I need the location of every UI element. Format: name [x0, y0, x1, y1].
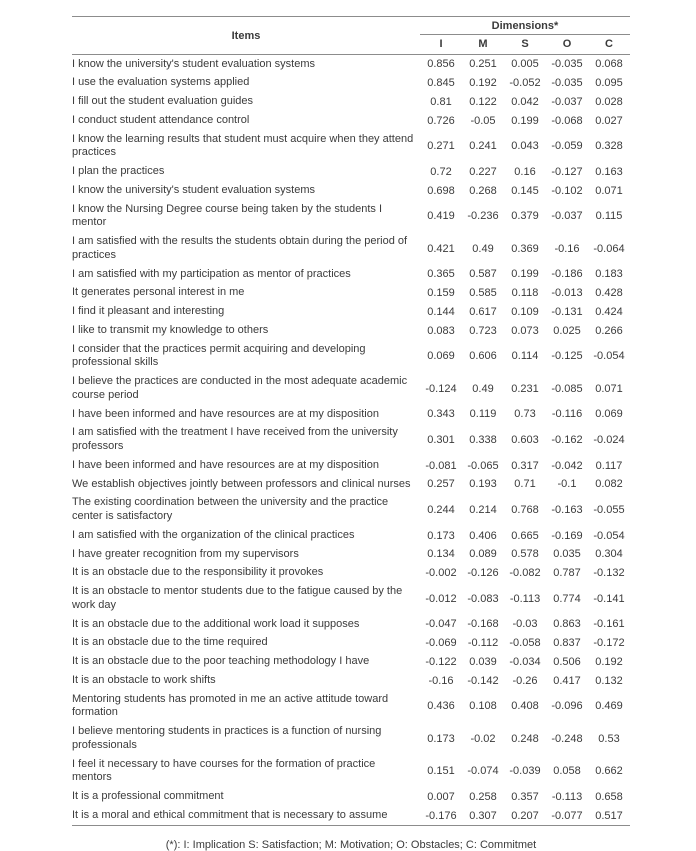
- table-row: [72, 93, 630, 112]
- loading-value-cell: -0.122: [425, 655, 457, 668]
- loading-value-cell: 0.365: [427, 268, 455, 281]
- loading-value-cell: 0.115: [595, 210, 623, 223]
- loading-value-cell: 0.231: [511, 382, 539, 395]
- loading-value-cell: -0.126: [467, 567, 499, 580]
- table-row: [72, 405, 630, 424]
- loading-value-cell: 0.199: [511, 268, 539, 281]
- loading-value-cell: -0.034: [509, 655, 541, 668]
- loading-value-cell: -0.064: [593, 242, 625, 255]
- table-row: [72, 424, 630, 457]
- table-row: [72, 74, 630, 93]
- loading-value-cell: 0.144: [427, 305, 455, 318]
- table-row: [72, 130, 630, 163]
- loading-value-cell: 0.408: [511, 700, 539, 713]
- item-label: It is an obstacle to work shifts: [72, 673, 216, 686]
- item-label: I feel it necessary to have courses for the formation of practice mentors: [72, 757, 376, 784]
- item-label: It is an obstacle due to the poor teaching methodology I have: [72, 655, 370, 667]
- loading-value-cell: 0.419: [427, 210, 455, 223]
- table-row: [72, 494, 630, 527]
- loading-value-cell: 0.81: [430, 95, 452, 108]
- item-label: It generates personal interest in me: [72, 286, 245, 299]
- loading-value-cell: -0.142: [467, 674, 499, 687]
- loading-value-cell: 0.768: [511, 504, 539, 516]
- table-row: [72, 321, 630, 340]
- item-label: It is an obstacle due to the additional work load it supposes: [72, 617, 360, 630]
- loading-value-cell: 0.257: [427, 478, 455, 491]
- loading-value-cell: -0.112: [467, 637, 499, 650]
- loading-value-cell: 0.251: [469, 58, 497, 71]
- loading-value-cell: 0.266: [595, 324, 623, 337]
- loading-value-cell: -0.132: [593, 567, 625, 580]
- loading-value-cell: 0.578: [511, 548, 539, 561]
- loading-value-cell: 0.248: [511, 732, 539, 745]
- loading-value-cell: -0.037: [551, 210, 583, 223]
- loading-value-cell: 0.369: [511, 242, 539, 255]
- loading-value-cell: -0.012: [425, 592, 457, 605]
- loading-value-cell: 0.469: [595, 700, 623, 713]
- loading-value-cell: 0.244: [427, 504, 455, 516]
- item-label: I fill out the student evaluation guides: [72, 95, 254, 107]
- loading-value-cell: 0.304: [595, 548, 623, 561]
- loading-value-cell: 0.028: [595, 95, 623, 108]
- loading-value-cell: 0.214: [469, 504, 497, 516]
- loading-value-cell: 0.726: [427, 114, 455, 127]
- loading-value-cell: 0.863: [553, 618, 581, 631]
- table-row: [72, 583, 630, 616]
- loading-value-cell: -0.16: [428, 674, 454, 687]
- loading-value-cell: -0.02: [470, 732, 496, 745]
- table-row: [72, 181, 630, 200]
- loading-value-cell: -0.161: [593, 618, 625, 631]
- loading-value-cell: -0.096: [551, 700, 583, 713]
- loading-value-cell: 0.585: [469, 287, 497, 300]
- table-row: [72, 340, 630, 373]
- loading-value-cell: -0.002: [425, 567, 457, 580]
- loading-value-cell: -0.059: [551, 140, 583, 153]
- column-header-obstacles: O: [546, 35, 588, 55]
- loading-value-cell: 0.007: [427, 790, 455, 803]
- loading-value-cell: 0.132: [595, 674, 623, 687]
- loading-value-cell: 0.173: [427, 529, 455, 542]
- loading-value-cell: -0.037: [551, 95, 583, 108]
- loading-value-cell: 0.417: [553, 674, 581, 687]
- loading-value-cell: 0.069: [595, 408, 623, 421]
- loading-value-cell: -0.163: [551, 504, 583, 516]
- table-row: [72, 303, 630, 322]
- loading-value-cell: 0.227: [469, 165, 497, 178]
- loading-value-cell: -0.039: [509, 765, 541, 778]
- loading-value-cell: -0.26: [512, 674, 538, 687]
- item-label: I conduct student attendance control: [72, 113, 250, 126]
- loading-value-cell: 0.338: [469, 434, 497, 446]
- item-label: I use the evaluation systems applied: [72, 76, 250, 89]
- table-row: [72, 284, 630, 303]
- loading-value-cell: 0.042: [511, 95, 539, 108]
- table-row: [72, 545, 630, 564]
- loading-value-cell: 0.163: [595, 165, 623, 178]
- loading-value-cell: 0.301: [427, 434, 455, 446]
- loading-value-cell: 0.517: [595, 809, 623, 822]
- loading-value-cell: -0.16: [554, 242, 580, 255]
- loading-value-cell: -0.116: [551, 408, 583, 421]
- table-row: [72, 233, 630, 266]
- table-row: [72, 755, 630, 788]
- item-label: I plan the practices: [72, 165, 165, 177]
- loading-value-cell: 0.53: [598, 732, 620, 745]
- loading-value-cell: 0.151: [427, 765, 455, 778]
- loading-value-cell: 0.856: [427, 58, 455, 71]
- item-label: It is an obstacle due to the responsibility it provokes: [72, 566, 324, 579]
- loading-value-cell: 0.134: [427, 548, 455, 561]
- loading-value-cell: -0.124: [425, 382, 457, 395]
- column-header-implication: I: [420, 35, 462, 55]
- item-label: I am satisfied with the treatment I have received from the university professors: [72, 426, 398, 452]
- loading-value-cell: -0.176: [425, 809, 457, 822]
- factor-loadings-table: [72, 16, 630, 826]
- table-row: [72, 475, 630, 494]
- loading-value-cell: -0.113: [509, 592, 541, 605]
- table-row: [72, 671, 630, 690]
- loading-value-cell: 0.083: [427, 324, 455, 337]
- loading-value-cell: 0.119: [469, 408, 497, 421]
- loading-value-cell: -0.069: [425, 637, 457, 650]
- loading-value-cell: -0.172: [593, 637, 625, 650]
- table-row: [72, 788, 630, 807]
- loading-value-cell: -0.248: [551, 732, 583, 745]
- loading-value-cell: 0.698: [427, 184, 455, 197]
- item-label: I find it pleasant and interesting: [72, 305, 225, 317]
- loading-value-cell: -0.054: [593, 350, 625, 363]
- loading-value-cell: 0.71: [514, 478, 536, 491]
- loading-value-cell: 0.268: [469, 184, 497, 197]
- table-row: [72, 55, 630, 74]
- loading-value-cell: -0.074: [467, 765, 499, 778]
- loading-value-cell: 0.089: [469, 548, 497, 561]
- loading-value-cell: 0.72: [430, 165, 452, 178]
- item-label: It is a professional commitment: [72, 790, 224, 802]
- table-row: [72, 200, 630, 233]
- loading-value-cell: -0.131: [551, 305, 583, 318]
- loading-value-cell: -0.083: [467, 592, 499, 605]
- item-label: I know the learning results that student must acquire when they attend practices: [72, 132, 414, 159]
- loading-value-cell: -0.082: [509, 567, 541, 580]
- loading-value-cell: 0.317: [511, 459, 539, 472]
- item-label: I believe the practices are conducted in the most adequate academic course period: [72, 375, 408, 401]
- column-header-motivation: M: [462, 35, 504, 55]
- loading-value-cell: -0.054: [593, 529, 625, 542]
- item-label: I am satisfied with my participation as mentor of practices: [72, 267, 351, 280]
- loading-value-cell: 0.068: [595, 58, 623, 71]
- loading-value-cell: -0.05: [470, 114, 496, 127]
- loading-value-cell: 0.606: [469, 350, 497, 363]
- loading-value-cell: 0.039: [469, 655, 497, 668]
- loading-value-cell: 0.73: [514, 408, 536, 421]
- header-group-row: [72, 17, 630, 35]
- dimensions-group-header: Dimensions*: [420, 17, 630, 35]
- loading-value-cell: -0.047: [425, 618, 457, 631]
- loading-value-cell: 0.665: [511, 529, 539, 542]
- loading-value-cell: 0.424: [595, 305, 623, 318]
- loading-value-cell: 0.845: [427, 77, 455, 90]
- item-label: I know the university's student evaluation systems: [72, 57, 315, 70]
- loading-value-cell: 0.071: [595, 184, 623, 197]
- loading-value-cell: 0.108: [469, 700, 497, 713]
- loading-value-cell: 0.603: [511, 434, 539, 446]
- loading-value-cell: 0.109: [511, 305, 539, 318]
- item-label: I know the university's student evaluation systems: [72, 183, 315, 196]
- item-label: It is a moral and ethical commitment that is necessary to assume: [72, 808, 388, 821]
- column-header-satisfaction: S: [504, 35, 546, 55]
- loading-value-cell: 0.837: [553, 637, 581, 650]
- loading-value-cell: 0.207: [511, 809, 539, 822]
- loading-value-cell: 0.058: [553, 765, 581, 778]
- table-header: [72, 17, 630, 55]
- table-row: [72, 373, 630, 406]
- item-label: I have been informed and have resources are at my disposition: [72, 458, 379, 471]
- loading-value-cell: 0.183: [595, 268, 623, 281]
- loading-value-cell: 0.122: [469, 95, 497, 108]
- loading-value-cell: -0.058: [509, 637, 541, 650]
- item-label: We establish objectives jointly between professors and clinical nurses: [72, 477, 411, 490]
- loading-value-cell: -0.168: [467, 618, 499, 631]
- loading-value-cell: 0.071: [595, 382, 623, 395]
- loading-value-cell: 0.421: [427, 242, 455, 255]
- table-row: [72, 163, 630, 182]
- table-row: [72, 111, 630, 130]
- loading-value-cell: 0.406: [469, 529, 497, 542]
- loading-value-cell: 0.035: [553, 548, 581, 561]
- loading-value-cell: -0.127: [551, 165, 583, 178]
- loading-value-cell: -0.035: [551, 77, 583, 90]
- loading-value-cell: 0.271: [427, 140, 455, 153]
- loading-value-cell: 0.159: [427, 287, 455, 300]
- loading-value-cell: -0.052: [509, 77, 541, 90]
- loading-value-cell: -0.013: [551, 287, 583, 300]
- item-label: I am satisfied with the results the students obtain during the period of practices: [72, 235, 408, 261]
- loading-value-cell: -0.081: [425, 459, 457, 472]
- loading-value-cell: 0.506: [553, 655, 581, 668]
- loading-value-cell: 0.723: [469, 324, 497, 337]
- item-label: It is an obstacle to mentor students due to the fatigue caused by the work day: [72, 585, 403, 611]
- table-row: [72, 690, 630, 723]
- loading-value-cell: -0.068: [551, 114, 583, 127]
- table-row: [72, 615, 630, 634]
- loading-value-cell: -0.085: [551, 382, 583, 395]
- item-label: I have greater recognition from my supervisors: [72, 547, 299, 560]
- table-row: [72, 806, 630, 825]
- items-column-header: Items: [72, 17, 420, 55]
- loading-value-cell: 0.005: [511, 58, 539, 71]
- loading-value-cell: 0.145: [511, 184, 539, 197]
- loading-value-cell: 0.118: [511, 287, 539, 300]
- loading-value-cell: 0.662: [595, 765, 623, 778]
- loading-value-cell: -0.162: [551, 434, 583, 446]
- loading-value-cell: -0.042: [551, 459, 583, 472]
- table-row: [72, 265, 630, 284]
- loading-value-cell: 0.16: [514, 165, 536, 178]
- loading-value-cell: -0.102: [551, 184, 583, 197]
- loading-value-cell: 0.073: [511, 324, 539, 337]
- item-label: I consider that the practices permit acquiring and developing professional skills: [72, 342, 366, 369]
- loading-value-cell: 0.343: [427, 408, 455, 421]
- table-row: [72, 723, 630, 756]
- loading-value-cell: -0.035: [551, 58, 583, 71]
- loading-value-cell: 0.49: [472, 382, 494, 395]
- loading-value-cell: 0.587: [469, 268, 497, 281]
- loading-value-cell: 0.436: [427, 700, 455, 713]
- loading-value-cell: -0.186: [551, 268, 583, 281]
- table-footnote: (*): I: Implication S: Satisfaction; M: Motivation; O: Obstacles; C: Commitmet: [165, 839, 537, 851]
- loading-value-cell: 0.173: [427, 732, 455, 745]
- loading-value-cell: -0.03: [512, 618, 538, 631]
- loading-value-cell: -0.077: [551, 809, 583, 822]
- loading-value-cell: 0.49: [472, 242, 494, 255]
- loading-value-cell: 0.428: [595, 287, 623, 300]
- loading-value-cell: 0.658: [595, 790, 623, 803]
- column-header-commitment: C: [588, 35, 630, 55]
- loading-value-cell: -0.236: [467, 210, 499, 223]
- loading-value-cell: -0.113: [551, 790, 583, 803]
- loading-value-cell: 0.199: [511, 114, 539, 127]
- loading-value-cell: 0.379: [511, 210, 539, 223]
- loading-value-cell: 0.027: [595, 114, 623, 127]
- item-label: I like to transmit my knowledge to others: [72, 323, 269, 336]
- table-row: [72, 526, 630, 545]
- loading-value-cell: 0.192: [469, 77, 497, 90]
- loading-value-cell: 0.025: [553, 324, 581, 337]
- item-label: I believe mentoring students in practices is a function of nursing professionals: [72, 725, 382, 751]
- loading-value-cell: 0.307: [469, 809, 497, 822]
- loading-value-cell: 0.117: [595, 459, 623, 472]
- table-row: [72, 653, 630, 672]
- loading-value-cell: 0.241: [469, 140, 497, 153]
- item-label: It is an obstacle due to the time required: [72, 636, 268, 649]
- item-label: Mentoring students has promoted in me an active attitude toward formation: [72, 692, 389, 719]
- loading-value-cell: -0.065: [467, 459, 499, 472]
- loading-value-cell: 0.114: [511, 350, 539, 363]
- loading-value-cell: 0.774: [553, 592, 581, 605]
- loading-value-cell: -0.169: [551, 529, 583, 542]
- loading-value-cell: 0.617: [469, 305, 497, 318]
- item-label: I am satisfied with the organization of the clinical practices: [72, 528, 355, 541]
- item-label: I have been informed and have resources are at my disposition: [72, 407, 379, 420]
- loading-value-cell: -0.125: [551, 350, 583, 363]
- loading-value-cell: 0.069: [427, 350, 455, 363]
- loading-value-cell: -0.024: [593, 434, 625, 446]
- loading-value-cell: -0.055: [593, 504, 625, 516]
- loading-value-cell: 0.787: [553, 567, 581, 580]
- table-row: [72, 564, 630, 583]
- loading-value-cell: 0.193: [469, 478, 497, 491]
- table-row: [72, 456, 630, 475]
- loading-value-cell: 0.095: [595, 77, 623, 90]
- item-label: The existing coordination between the university and the practice center is satisfactory: [72, 496, 389, 522]
- table-body: [72, 55, 630, 826]
- table-row: [72, 634, 630, 653]
- loading-value-cell: 0.258: [469, 790, 497, 803]
- loading-value-cell: 0.328: [595, 140, 623, 153]
- loading-value-cell: 0.357: [511, 790, 539, 803]
- loading-value-cell: -0.141: [593, 592, 625, 605]
- loading-value-cell: 0.082: [595, 478, 623, 491]
- loading-value-cell: 0.043: [511, 140, 539, 153]
- loading-value-cell: 0.192: [595, 655, 623, 668]
- loading-value-cell: -0.1: [557, 478, 577, 491]
- item-label: I know the Nursing Degree course being taken by the students I mentor: [72, 202, 383, 229]
